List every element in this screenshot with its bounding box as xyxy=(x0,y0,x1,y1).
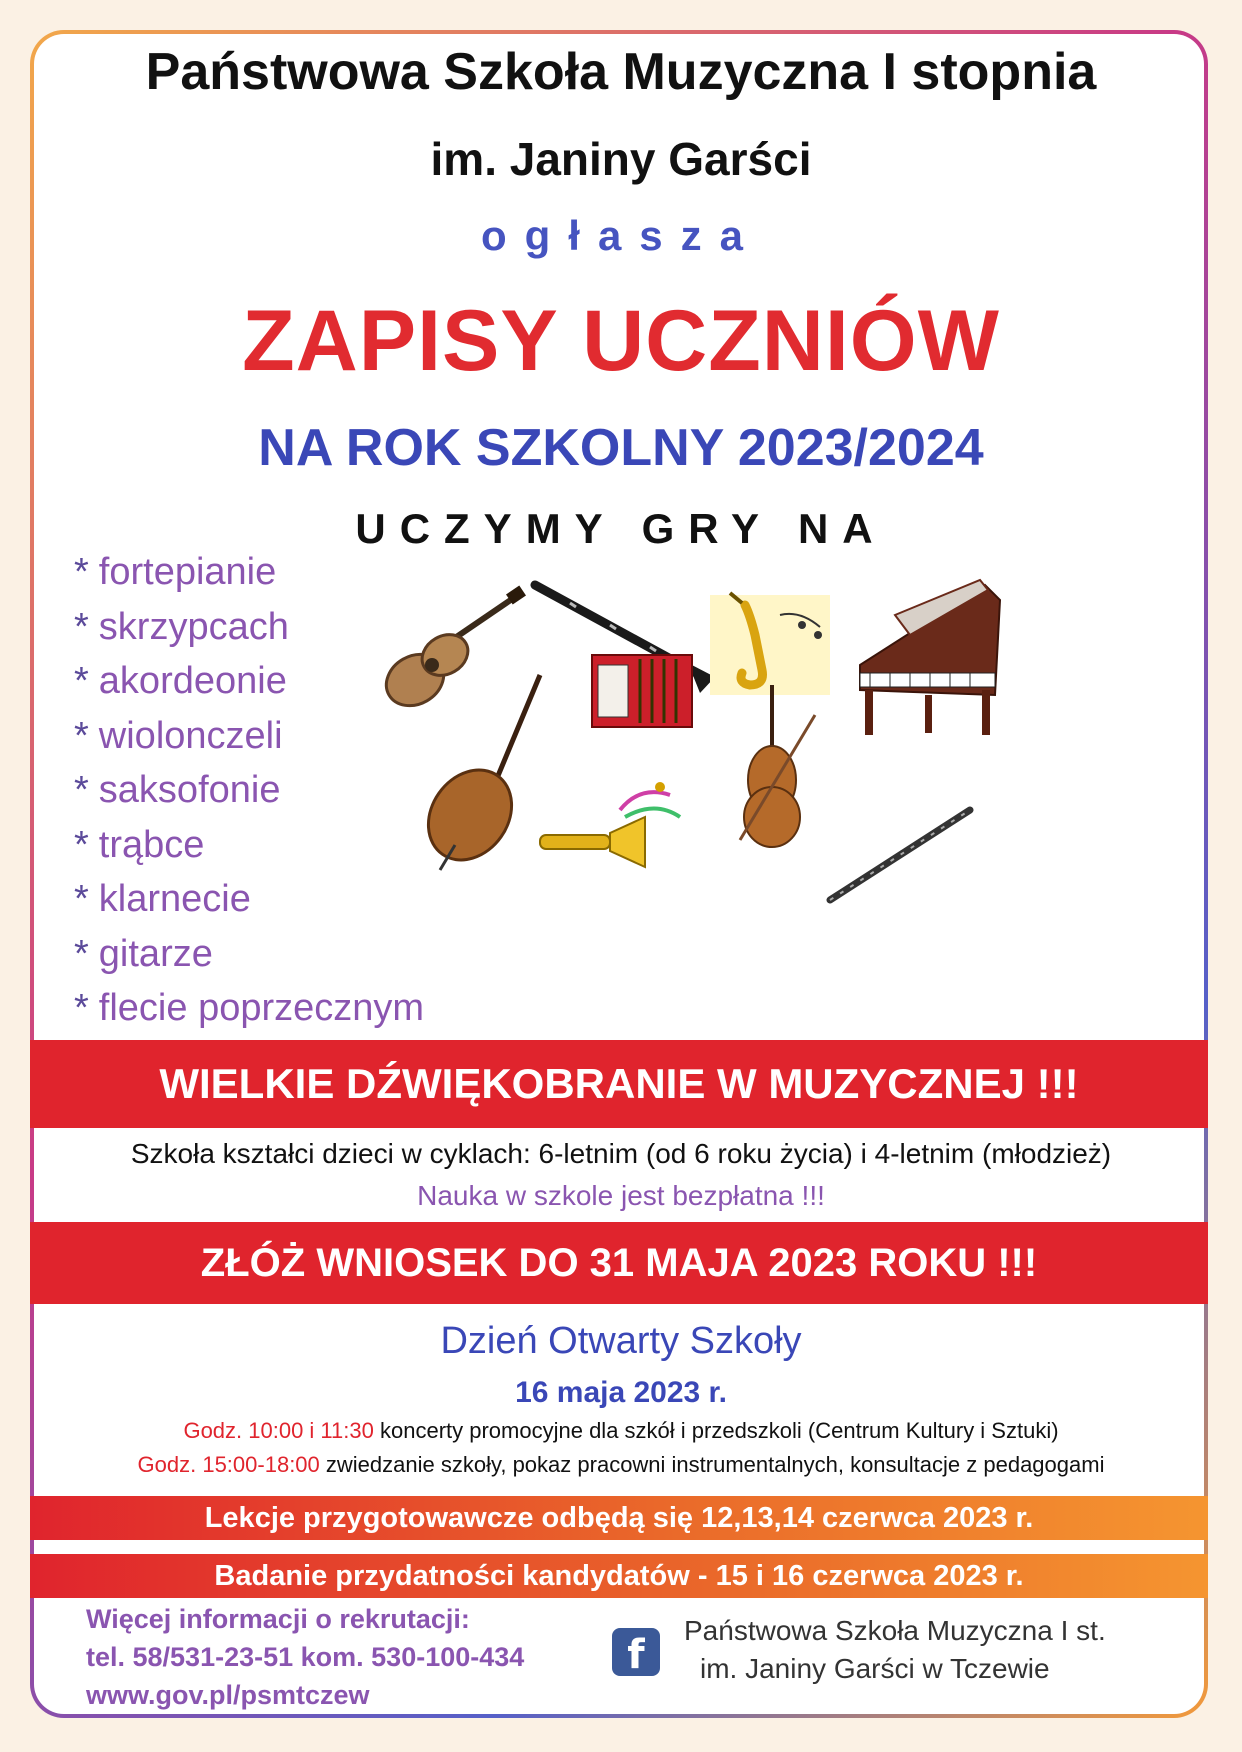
facebook-page-name xyxy=(684,1612,1106,1688)
instrument-label: saksofonie xyxy=(98,769,281,811)
cello-icon xyxy=(411,675,540,876)
instrument-item xyxy=(74,981,534,1036)
bullet-star: * xyxy=(74,932,89,975)
facebook-icon: f xyxy=(612,1628,660,1676)
school-name: Państwowa Szkoła Muzyczna I stopnia xyxy=(145,43,1097,101)
announces-text: ogłasza xyxy=(480,212,762,259)
instrument-label: akordeonie xyxy=(98,660,287,702)
piano-icon xyxy=(860,580,1000,735)
open-day-title: Dzień Otwarty Szkoły xyxy=(440,1320,802,1362)
violin-icon xyxy=(740,685,815,847)
open-day-date: 16 maja 2023 r. xyxy=(515,1376,727,1409)
headline: ZAPISY UCZNIÓW xyxy=(242,293,1000,389)
bullet-star: * xyxy=(74,605,89,648)
event-banner: WIELKIE DŹWIĘKOBRANIE W MUZYCZNEJ !!! xyxy=(30,1040,1208,1128)
bullet-star: * xyxy=(74,878,89,920)
instrument-label: skrzypcach xyxy=(98,605,289,648)
facebook-line-2: im. Janiny Garści w Tczewie xyxy=(700,1653,1050,1684)
saxophone-icon xyxy=(710,593,830,695)
schedule-time: Godz. 15:00-18:00 xyxy=(137,1452,320,1477)
website-link[interactable]: www.gov.pl/psmtczew xyxy=(86,1680,370,1710)
contact-phones: tel. 58/531-23-51 kom. 530-100-434 xyxy=(86,1642,525,1672)
instrument-label: fortepianie xyxy=(98,551,277,593)
facebook-line-1: Państwowa Szkoła Muzyczna I st. xyxy=(684,1615,1106,1646)
school-year-line: NA ROK SZKOLNY 2023/2024 xyxy=(258,419,984,477)
school-patron: im. Janiny Garści xyxy=(430,133,812,185)
instrument-label: flecie poprzecznym xyxy=(98,987,425,1029)
trumpet-icon xyxy=(540,782,680,867)
contact-info xyxy=(86,1600,524,1714)
deadline-banner: ZŁÓŻ WNIOSEK DO 31 MAJA 2023 ROKU !!! xyxy=(30,1222,1208,1304)
bullet-star: * xyxy=(74,551,89,593)
schedule-row xyxy=(0,1414,1242,1448)
instrument-label: wiolonczeli xyxy=(98,714,283,757)
guitar-icon xyxy=(377,586,526,716)
bullet-star: * xyxy=(74,660,89,702)
instrument-label: trąbce xyxy=(98,823,205,866)
schedule-time: Godz. 10:00 i 11:30 xyxy=(183,1418,374,1443)
free-tuition-note: Nauka w szkole jest bezpłatna !!! xyxy=(417,1180,825,1211)
open-day-schedule xyxy=(0,1414,1242,1482)
learn-line: UCZYMY GRY NA xyxy=(355,505,887,552)
bullet-star: * xyxy=(74,823,89,866)
instrument-label: gitarze xyxy=(98,932,213,975)
bullet-star: * xyxy=(74,987,89,1029)
instrument-label: klarnecie xyxy=(98,878,251,920)
accordion-icon xyxy=(592,655,692,727)
flute-icon xyxy=(830,810,970,900)
schedule-text: zwiedzanie szkoły, pokaz pracowni instrumentalnych, konsultacje z pedagogami xyxy=(325,1452,1105,1477)
prep-lessons-bar: Lekcje przygotowawcze odbędą się 12,13,14 czerwca 2023 r. xyxy=(30,1496,1208,1540)
instruments-illustration xyxy=(370,555,1110,975)
aptitude-test-bar: Badanie przydatności kandydatów - 15 i 16 czerwca 2023 r. xyxy=(30,1554,1208,1598)
contact-heading: Więcej informacji o rekrutacji: xyxy=(86,1604,470,1634)
facebook-box[interactable] xyxy=(598,1610,1118,1694)
schedule-row xyxy=(0,1448,1242,1482)
bullet-star: * xyxy=(74,714,89,757)
schedule-text: koncerty promocyjne dla szkół i przedszkoli (Centrum Kultury i Sztuki) xyxy=(379,1418,1059,1443)
cycles-text: Szkoła kształci dzieci w cyklach: 6-letnim (od 6 roku życia) i 4-letnim (młodzież) xyxy=(130,1138,1112,1169)
bullet-star: * xyxy=(74,769,89,811)
